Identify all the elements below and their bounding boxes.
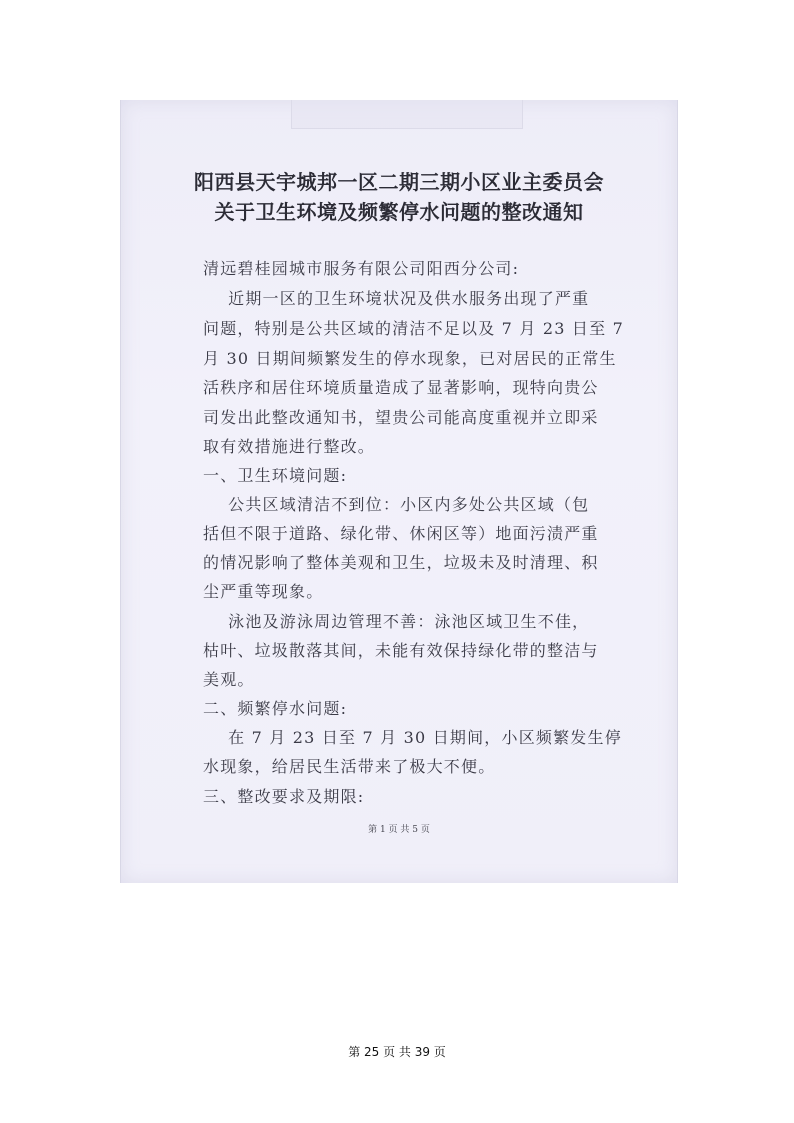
body-line: 月 30 日期间频繁发生的停水现象，已对居民的正常生 bbox=[203, 349, 617, 368]
body-line: 泳池及游泳周边管理不善：泳池区域卫生不佳， bbox=[203, 612, 590, 631]
body-line: 活秩序和居住环境质量造成了显著影响，现特向贵公 bbox=[203, 378, 599, 397]
body-line: 清远碧桂园城市服务有限公司阳西分公司: bbox=[203, 259, 520, 278]
body-line: 括但不限于道路、绿化带、休闲区等）地面污渍严重 bbox=[203, 524, 599, 543]
page-number-footer: 第 25 页 共 39 页 bbox=[348, 1045, 446, 1059]
scan-page-number: 第 1 页 共 5 页 bbox=[368, 825, 430, 835]
scanned-document bbox=[120, 100, 678, 883]
section-heading-sanitation: 一、卫生环境问题: bbox=[203, 466, 348, 485]
scan-paper-tab-mark bbox=[291, 100, 523, 129]
section-heading-requirements: 三、整改要求及期限: bbox=[203, 787, 365, 806]
body-line: 的情况影响了整体美观和卫生，垃圾未及时清理、积 bbox=[203, 553, 599, 572]
section-heading-water-outage: 二、频繁停水问题: bbox=[203, 699, 348, 718]
body-line: 近期一区的卫生环境状况及供水服务出现了严重 bbox=[203, 289, 590, 308]
body-line: 在 7 月 23 日至 7 月 30 日期间，小区频繁发生停 bbox=[203, 728, 622, 747]
body-line: 水现象，给居民生活带来了极大不便。 bbox=[203, 757, 496, 776]
body-line: 美观。 bbox=[203, 670, 255, 689]
document-title-line-1: 阳西县天宇城邦一区二期三期小区业主委员会 bbox=[194, 170, 604, 194]
document-title-line-2: 关于卫生环境及频繁停水问题的整改通知 bbox=[214, 200, 584, 224]
body-line: 尘严重等现象。 bbox=[203, 582, 324, 601]
body-line: 司发出此整改通知书，望贵公司能高度重视并立即采 bbox=[203, 408, 599, 427]
body-line: 公共区域清洁不到位：小区内多处公共区域（包 bbox=[203, 495, 590, 514]
body-line: 枯叶、垃圾散落其间，未能有效保持绿化带的整洁与 bbox=[203, 641, 599, 660]
body-line: 问题，特别是公共区域的清洁不足以及 7 月 23 日至 7 bbox=[203, 319, 624, 338]
body-line: 取有效措施进行整改。 bbox=[203, 437, 376, 456]
